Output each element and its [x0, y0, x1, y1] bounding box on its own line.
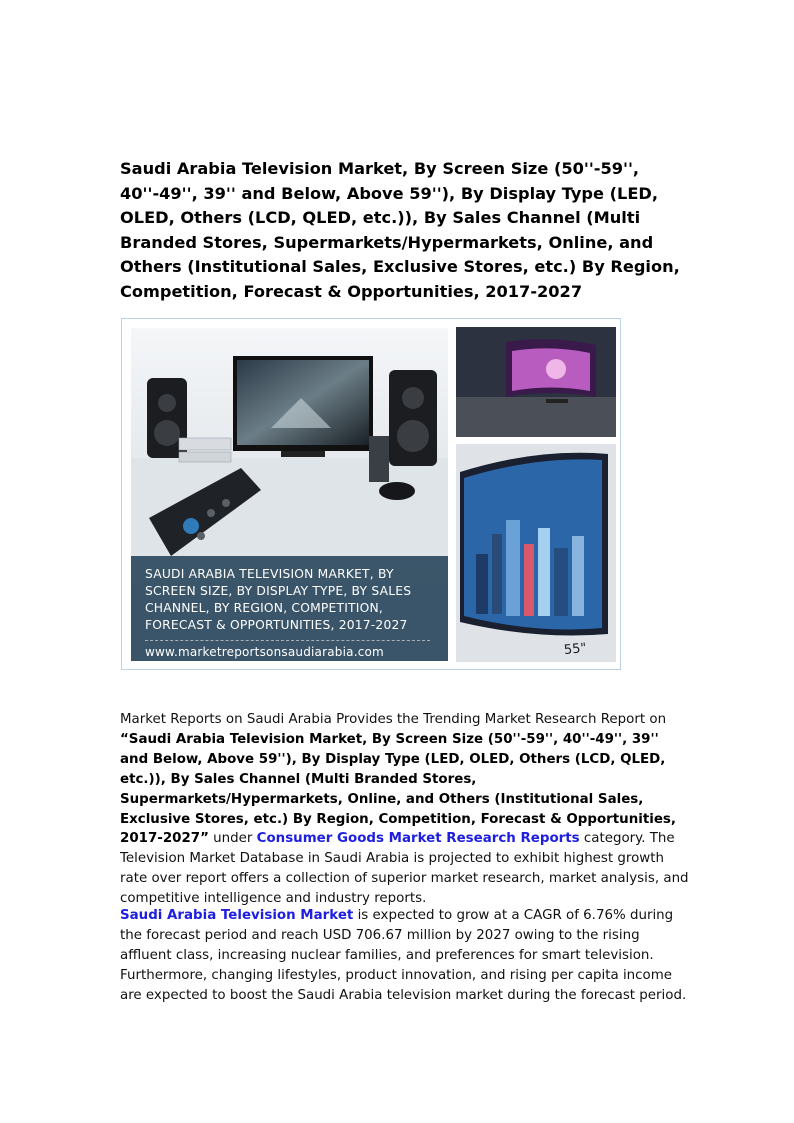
under-text: under — [213, 831, 253, 847]
banner-url: www.marketreportsonsaudiarabia.com — [145, 645, 384, 659]
hero-image — [121, 318, 621, 670]
tv-size-badge: 55" — [563, 640, 588, 659]
curved-tv-photo — [456, 327, 616, 437]
category-text: category. The Television Market Database in Saudi Arabia is projected to exhibit highest growth rate over report offers a collection of superior market research, market analysis, and competitive intelligence and industry reports. — [120, 831, 689, 907]
market-paragraph — [120, 906, 690, 1006]
banner-divider — [145, 640, 430, 641]
intro-paragraph — [120, 710, 690, 909]
market-link[interactable]: Saudi Arabia Television Market — [120, 908, 354, 923]
hero-banner — [131, 556, 448, 661]
market-text: is expected to grow at a CAGR of 6.76% during the forecast period and reach USD 706.67 million by 2027 owing to the rising affluent class, increasing nuclear families, and preferences for smart television. Furthermore, changing lifestyles, product innovation, and rising per capita income are expected to boost the Saudi Arabia television market during the forecast period. — [120, 908, 687, 1003]
report-title: “Saudi Arabia Television Market, By Screen Size (50''-59'', 40''-49'', 39'' and Below, Above 59''), By Display Type (LED, OLED, Others (LCD, QLED, etc.)), By Sales Channel (Multi Branded Stores, Supermarkets/Hypermarkets, Online, and Others (Institutional Sales, Exclusive Stores, etc.) By Region, Competition, Forecast & Opportunities, 2017-2027” — [120, 731, 676, 847]
category-link[interactable]: Consumer Goods Market Research Reports — [256, 831, 580, 847]
city-tv-photo — [456, 444, 616, 662]
intro-text: Market Reports on Saudi Arabia Provides the Trending Market Research Report on — [120, 712, 667, 727]
document-title: Saudi Arabia Television Market, By Screen Size (50''-59'', 40''-49'', 39'' and Below, Above 59''), By Display Type (LED, OLED, Others (LCD, QLED, etc.)), By Sales Channel (Multi Branded Stores, Supermarkets/Hypermarkets, Online, and Others (Institutional Sales, Exclusive Stores, etc.) By Region, Competition, Forecast & Opportunities, 2017-2027 — [120, 159, 680, 301]
banner-text: SAUDI ARABIA TELEVISION MARKET, BY SCREEN SIZE, BY DISPLAY TYPE, BY SALES CHANNEL, BY REGION, COMPETITION, FORECAST & OPPORTUNITIES, 2017-2027 — [145, 567, 412, 632]
